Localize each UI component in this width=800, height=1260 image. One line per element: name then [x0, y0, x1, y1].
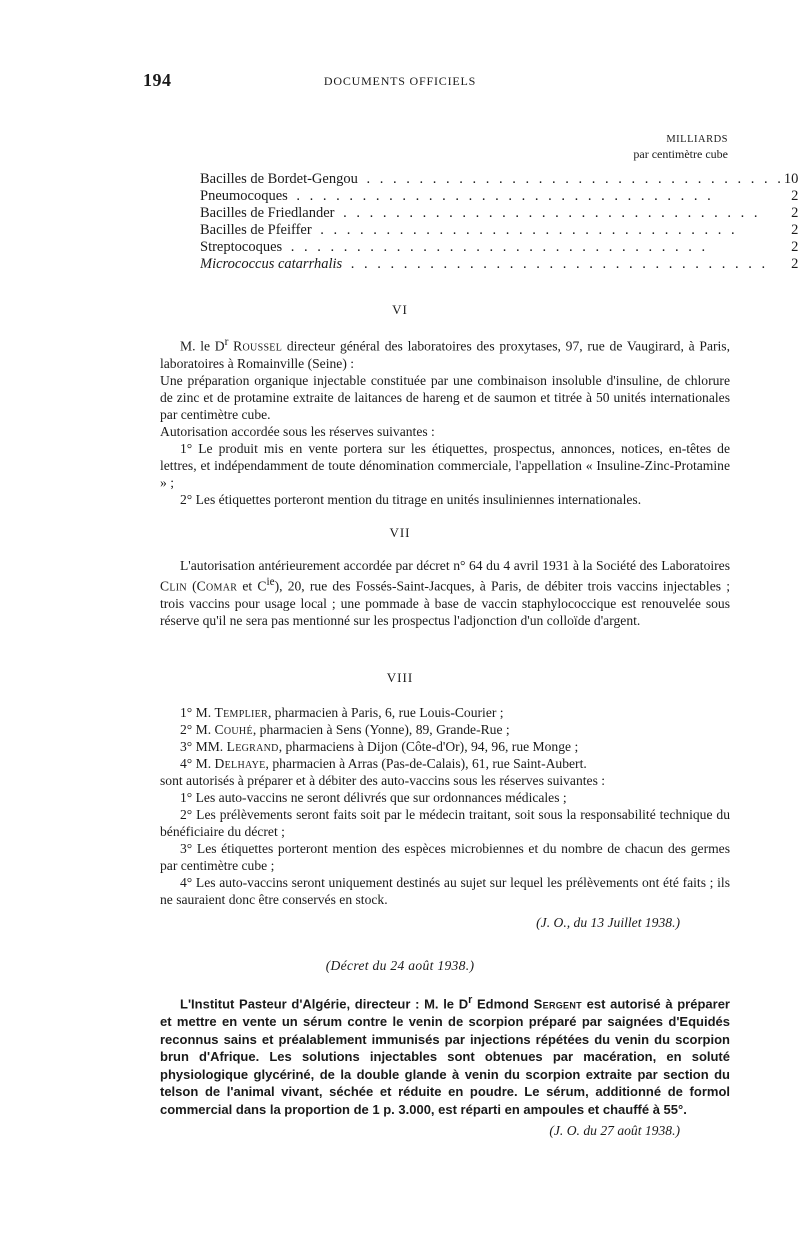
decree-body: [160, 992, 730, 1140]
leader-dots: . . . . . . . . . . . . . . . . . . . . . . . . . . . . . . . .: [359, 171, 784, 187]
section-viii-r2: 2° Les prélèvements seront faits soit par le médecin traitant, soit sous la responsabilité technique du bénéficiaire du décret ;: [160, 807, 730, 839]
column-heading-sub: par centimètre cube: [633, 147, 728, 161]
section-vii-p1: L'autorisation antérieurement accordée par décret n° 64 du 4 avril 1931 à la Société des Laboratoires Clin (Comar et $C^{ie}$), 20, rue des Fossés-Saint-Jacques, à Paris, de débiter trois vaccins injectables ; trois vaccins pour usage local ; une pommade à base de vaccin staphylococcique est renouvelée sous réserve qu'il ne sera pas mentionné sur les prospectus l'adjonction d'un colloïde d'argent.: [160, 558, 730, 628]
section-vi-p4: 2° Les étiquettes porteront mention du titrage en unités insuliniennes internationales.: [180, 491, 642, 507]
leader-dots: . . . . . . . . . . . . . . . . . . . . . . . . . . . . . . . .: [344, 256, 769, 272]
section-heading-vii: VII: [389, 525, 411, 540]
row-value: 2: [791, 239, 799, 255]
row-value: 2: [791, 188, 799, 204]
table-row: [200, 171, 798, 188]
table-row: [200, 188, 798, 205]
section-viii-r4: 4° Les auto-vaccins seront uniquement destinés au sujet sur lequel les prélèvements ont été faits ; ils ne sauraient donc être conservés en stock.: [160, 875, 730, 907]
table-row: [200, 256, 798, 273]
section-vi-p1: Une préparation organique injectable constituée par une combinaison insoluble d'insuline, de chlorure de zinc et de protamine extraite de laitances de hareng et de saumon et titrée à 50 unités internationales par centimètre cube.: [160, 372, 730, 422]
table-row: [200, 222, 798, 239]
list-item: 4° M. Delhaye, pharmacien à Arras (Pas-de-Calais), 61, rue Saint-Aubert.: [180, 756, 587, 771]
row-name: Bacilles de Pfeiffer: [200, 222, 312, 238]
citation-jo-13-juillet: (J. O., du 13 Juillet 1938.): [536, 915, 680, 930]
bacteria-count-table: [200, 171, 798, 273]
column-heading-unit: MILLIARDS: [666, 134, 728, 145]
running-title: DOCUMENTS OFFICIELS: [323, 74, 477, 88]
row-name: Micrococcus catarrhalis: [200, 256, 343, 272]
leader-dots: . . . . . . . . . . . . . . . . . . . . . . . . . . . . . . . .: [313, 222, 738, 238]
decree-paragraph: L'Institut Pasteur d'Algérie, directeur : M. le $D^r$ Edmond Sergent est autorisé à préparer et mettre en vente un sérum contre le venin de scorpion préparé par saignées d'Equidés reconnus sains et préalablement immunisés par injections répétées du venin du scorpion brun d'Afrique. Les solutions injectables sont obtenues par macération, en soluté physiologique glycériné, de la double glande à venin du scorpion extraite par section du telson de l'animal vivant, séchée et réduite en poudre. Le sérum, additionné de formol commercial dans la proportion de 1 p. 3.000, est réparti en ampoules et chauffé à 55°.: [160, 994, 730, 1117]
section-vi-body: [160, 334, 730, 508]
list-item: 3° MM. Legrand, pharmaciens à Dijon (Côte-d'Or), 94, 96, rue Monge ;: [180, 739, 579, 754]
row-value: 10: [783, 171, 799, 187]
row-value: 2: [791, 205, 799, 221]
row-value: 2: [791, 222, 799, 238]
page-number: 194: [143, 70, 172, 90]
section-vi-p2: Autorisation accordée sous les réserves suivantes :: [160, 423, 435, 439]
column-heading: [633, 133, 728, 161]
decree-heading: (Décret du 24 août 1938.): [325, 958, 475, 973]
section-viii-body: [160, 704, 730, 931]
list-item: 1° M. Templier, pharmacien à Paris, 6, rue Louis-Courier ;: [180, 705, 504, 720]
section-vi-p3: 1° Le produit mis en vente portera sur les étiquettes, prospectus, annonces, notices, en-têtes de lettres, et indépendamment de toute dénomination commerciale, l'appellation « Insuline-Zinc-Protamine » ;: [160, 440, 730, 490]
row-name: Bacilles de Bordet-Gengou: [200, 171, 358, 187]
leader-dots: . . . . . . . . . . . . . . . . . . . . . . . . . . . . . . . .: [284, 239, 709, 255]
row-value: 2: [791, 256, 799, 272]
section-heading-vi: VI: [392, 302, 408, 317]
row-name: Pneumocoques: [200, 188, 288, 204]
leader-dots: . . . . . . . . . . . . . . . . . . . . . . . . . . . . . . . .: [289, 188, 714, 204]
section-viii-r3: 3° Les étiquettes porteront mention des espèces microbiennes et du nombre de chacun des germes par centimètre cube ;: [160, 841, 730, 873]
section-viii-r1: 1° Les auto-vaccins ne seront délivrés que sur ordonnances médicales ;: [180, 790, 567, 805]
list-item: 2° M. Couhé, pharmacien à Sens (Yonne), 89, Grande-Rue ;: [180, 722, 510, 737]
row-name: Streptocoques: [200, 239, 283, 255]
leader-dots: . . . . . . . . . . . . . . . . . . . . . . . . . . . . . . . .: [336, 205, 761, 221]
table-row: [200, 205, 798, 222]
table-row: [200, 239, 798, 256]
section-vii-body: [160, 557, 730, 629]
section-heading-viii: VIII: [386, 670, 414, 685]
section-viii-after: sont autorisés à préparer et à débiter des auto-vaccins sous les réserves suivantes :: [160, 773, 606, 788]
row-name: Bacilles de Friedlander: [200, 205, 335, 221]
citation-jo-27-aout: (J. O. du 27 août 1938.): [549, 1123, 680, 1139]
section-vi-intro: M. le $D^r$ Roussel directeur général des laboratoires des proxytases, 97, rue de Vaugirard, à Paris, laboratoires à Romainville (Seine) :: [160, 336, 730, 371]
